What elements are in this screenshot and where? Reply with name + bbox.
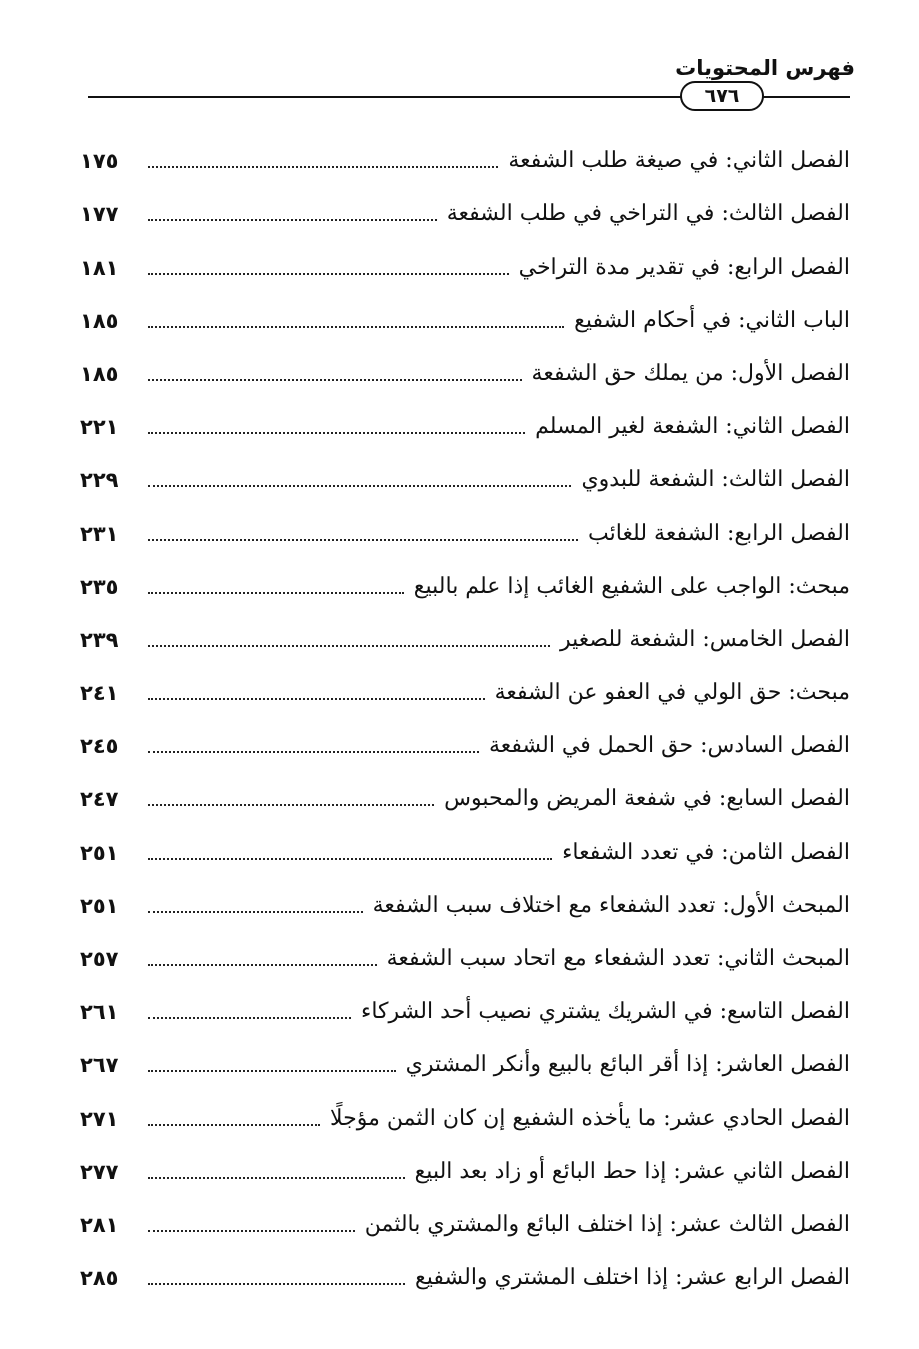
toc-entry (80, 932, 850, 985)
toc-entry-title: الفصل العاشر: إذا أقر البائع بالبيع وأنكر المشتري (405, 1052, 850, 1078)
toc-entry-title: مبحث: الواجب على الشفيع الغائب إذا علم بالبيع (413, 573, 850, 599)
dot-leader (148, 326, 564, 328)
toc-entry (80, 506, 850, 559)
dot-leader (148, 1017, 351, 1019)
toc-entry-page: ١٧٧ (80, 202, 119, 227)
toc-entry (80, 1145, 850, 1198)
toc-entry-page: ٢٥١ (80, 840, 119, 865)
toc-entry-title: الفصل الثالث: الشفعة للبدوي (581, 467, 850, 493)
dot-leader (148, 911, 363, 913)
toc-entry (80, 772, 850, 825)
toc-entry-title: الفصل الثاني: في صيغة طلب الشفعة (508, 148, 850, 174)
toc-entry (80, 1198, 850, 1251)
dot-leader (148, 964, 377, 966)
toc-entry-page: ٢٧٧ (80, 1159, 119, 1184)
toc-entry (80, 400, 850, 453)
toc-entry (80, 134, 850, 187)
toc-entry-page: ١٨١ (80, 255, 119, 280)
toc-entry-title: الفصل الثالث: في التراخي في طلب الشفعة (446, 201, 850, 227)
toc-entry (80, 825, 850, 878)
dot-leader (148, 485, 571, 487)
dot-leader (148, 858, 552, 860)
toc-entry (80, 719, 850, 772)
toc-entry-page: ٢٣٥ (80, 574, 119, 599)
toc-entry-title: الفصل السابع: في شفعة المريض والمحبوس (444, 786, 850, 812)
toc-entry-title: الفصل الثاني: الشفعة لغير المسلم (535, 414, 850, 440)
toc-entry-page: ٢٨١ (80, 1212, 119, 1237)
toc-entry-page: ٢٤١ (80, 681, 119, 706)
toc-entry-page: ٢٣١ (80, 521, 119, 546)
dot-leader (148, 432, 525, 434)
dot-leader (148, 751, 479, 753)
page-number-badge: ٦٧٦ (680, 81, 764, 111)
dot-leader (148, 804, 434, 806)
dot-leader (148, 592, 404, 594)
toc-entry (80, 294, 850, 347)
dot-leader (148, 1230, 355, 1232)
toc-entry (80, 1251, 850, 1304)
toc-entry-page: ١٨٥ (80, 308, 119, 333)
toc-entry-title: الفصل الرابع: الشفعة للغائب (588, 520, 850, 546)
dot-leader (148, 219, 437, 221)
toc-entry-title: الفصل الثامن: في تعدد الشفعاء (562, 839, 850, 865)
toc-entry-title: الفصل الثاني عشر: إذا حط البائع أو زاد بعد البيع (414, 1158, 850, 1184)
toc-entry-title: الفصل السادس: حق الحمل في الشفعة (488, 733, 850, 759)
dot-leader (148, 698, 485, 700)
running-header-title: فهرس المحتويات (675, 56, 855, 80)
dot-leader (148, 166, 498, 168)
dot-leader (148, 1177, 405, 1179)
dot-leader (148, 1283, 405, 1285)
toc-entry (80, 560, 850, 613)
dot-leader (148, 1124, 320, 1126)
toc-entry (80, 879, 850, 932)
dot-leader (148, 273, 509, 275)
toc-entry-page: ٢٢٩ (80, 468, 119, 493)
toc-entry-page: ٢٤٥ (80, 734, 119, 759)
toc-entry (80, 985, 850, 1038)
dot-leader (148, 645, 550, 647)
toc-entry (80, 613, 850, 666)
toc-entry-page: ٢٧١ (80, 1106, 119, 1131)
toc-entry (80, 1038, 850, 1091)
toc-entry-title: مبحث: حق الولي في العفو عن الشفعة (494, 680, 850, 706)
toc-entry-page: ٢٥١ (80, 893, 119, 918)
toc-entry-page: ٢٨٥ (80, 1266, 119, 1291)
toc-entry-title: الفصل الثالث عشر: إذا اختلف البائع والمشتري بالثمن (364, 1211, 850, 1237)
toc-entry-title: الباب الثاني: في أحكام الشفيع (574, 307, 850, 333)
toc-entry-page: ٢٦١ (80, 1000, 119, 1025)
toc-entry-title: المبحث الأول: تعدد الشفعاء مع اختلاف سبب الشفعة (372, 892, 850, 918)
toc-entry-page: ٢٤٧ (80, 787, 119, 812)
dot-leader (148, 1070, 396, 1072)
dot-leader (148, 379, 522, 381)
toc-entry-title: الفصل الأول: من يملك حق الشفعة (531, 360, 850, 386)
toc-entry-title: الفصل الرابع عشر: إذا اختلف المشتري والشفيع (415, 1265, 850, 1291)
toc-entry-page: ٢٣٩ (80, 627, 119, 652)
toc-entry (80, 453, 850, 506)
toc-entry-page: ١٧٥ (80, 149, 119, 174)
toc-entry-title: الفصل التاسع: في الشريك يشتري نصيب أحد الشركاء (361, 999, 850, 1025)
toc-entry-title: المبحث الثاني: تعدد الشفعاء مع اتحاد سبب الشفعة (386, 946, 850, 971)
toc-entry-page: ١٨٥ (80, 361, 119, 386)
toc-entry (80, 666, 850, 719)
toc-entry-title: الفصل الخامس: الشفعة للصغير (559, 626, 850, 652)
toc-entry (80, 347, 850, 400)
toc-entry (80, 240, 850, 293)
toc-entry-page: ٢٢١ (80, 415, 119, 440)
toc-entry-title: الفصل الحادي عشر: ما يأخذه الشفيع إن كان الثمن مؤجلًا (330, 1105, 850, 1131)
toc-entry-page: ٢٥٧ (80, 947, 119, 971)
toc-entry (80, 1091, 850, 1144)
table-of-contents (80, 134, 850, 1304)
toc-entry (80, 187, 850, 240)
dot-leader (148, 539, 578, 541)
toc-entry-title: الفصل الرابع: في تقدير مدة التراخي (518, 254, 850, 280)
toc-entry-page: ٢٦٧ (80, 1053, 119, 1078)
